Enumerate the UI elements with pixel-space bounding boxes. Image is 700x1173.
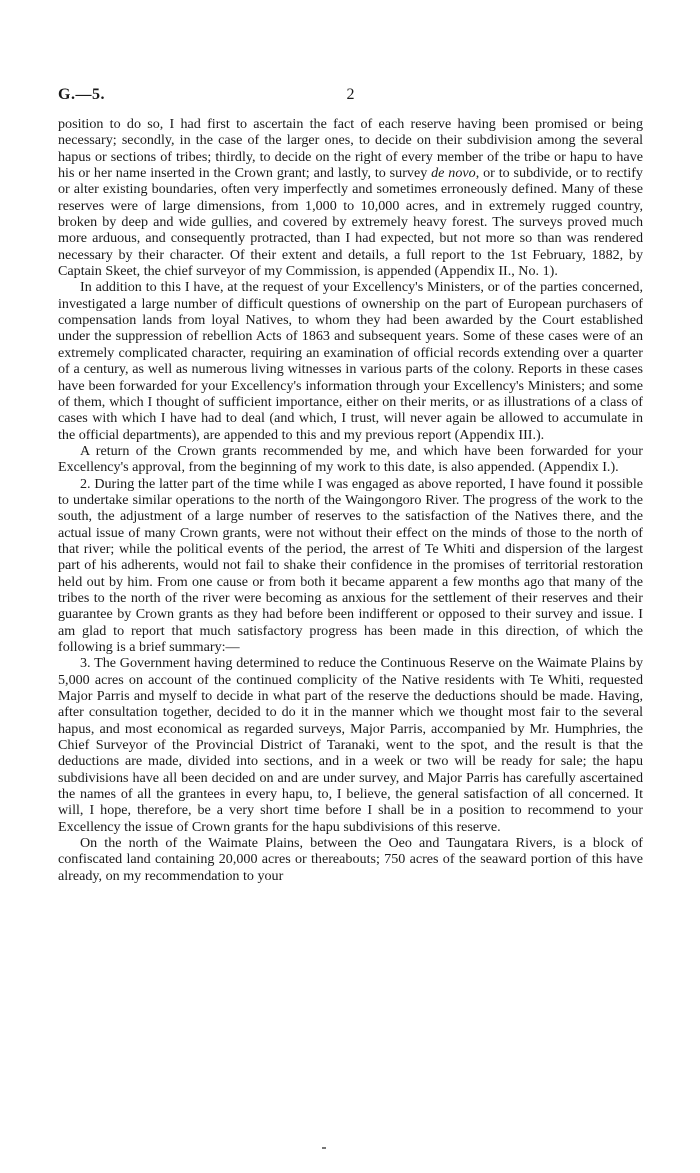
text-segment: A return of the Crown grants recommended by me, and which have been forwarded for your Excellency's approval, from the beginning of my work to this date, is also appended. (Appendix I.). <box>58 442 643 476</box>
paragraph-p6 <box>58 835 643 884</box>
paragraph-p5 <box>58 655 643 835</box>
text-segment: On the north of the Waimate Plains, between the Oeo and Taungatara Rivers, is a block of confiscated land containing 20,000 acres or thereabouts; 750 acres of the seaward portion of this have already, on my recommendation to your <box>58 835 643 884</box>
page-header <box>58 86 643 108</box>
italic-phrase: de novo <box>431 165 476 182</box>
printer-mark <box>322 1147 326 1149</box>
paragraph-p1 <box>58 116 643 279</box>
body-text <box>58 116 643 884</box>
document-reference: G.—5. <box>58 86 105 103</box>
paragraph-p4 <box>58 476 643 656</box>
text-segment: 3. The Government having determined to reduce the Continuous Reserve on the Waimate Plains by 5,000 acres on account of the continued complicity of the Native residents with Te Whiti, requested Major Parris and myself to decide in what part of the reserve the deductions should be made. Having, after consultation together, decided to do it in the manner which we thought most fair to the several hapus, and most economical as regarded surveys, Major Parris, accompanied by Mr. Humphries, the Chief Surveyor of the Provincial District of Taranaki, went to the spot, and the result is that the deductions are made, divided into sections, and in a week or two will be ready for sale; the hapu subdivisions have all been decided on and are under survey, and Major Parris has carefully ascertained the names of all the grantees in every hapu, to, I believe, the general satisfaction of all concerned. It will, I hope, therefore, be a very short time before I shall be in a position to recommend to your Excellency the issue of Crown grants for the hapu subdivisions of this reserve. <box>58 655 643 835</box>
paragraph-p3 <box>58 443 643 476</box>
text-segment: 2. During the latter part of the time while I was engaged as above reported, I have found it possible to undertake similar operations to the north of the Waingongoro River. The progress of the work to the south, the adjustment of a large number of reserves to the satisfaction of the Natives there, and the actual issue of many Crown grants, were not without their effect on the minds of those to the north of that river; while the political events of the period, the arrest of Te Whiti and dispersion of the largest part of his adherents, would not fail to shake their confidence in the promises of territorial restoration held out by him. From one cause or from both it became apparent a few months ago that many of the tribes to the north of the river were becoming as anxious for the settlement of their reserves and their guarantee by Crown grants as they had before been indifferent or opposed to their survey and issue. I am glad to report that much satisfactory progress has been made in this direction, of which the following is a brief summary:— <box>58 475 643 655</box>
text-segment: , or to subdivide, or to rectify or alter existing boundaries, often very imperfectly and sometimes erroneously defined. Many of these reserves were of large dimensions, from 1,000 to 10,000 acres, and in extremely rugged country, broken by deep and wide gullies, and covered by extremely heavy forest. The surveys proved much more arduous, and consequently protracted, than I had expected, but not more so than was rendered necessary by their character. Of their extent and details, a full report to the 1st February, 1882, by Captain Skeet, the chief surveyor of my Commission, is appended (Appendix II., No. 1). <box>58 165 643 280</box>
paragraph-p2 <box>58 279 643 442</box>
page-number: 2 <box>346 86 355 103</box>
text-segment: position to do so, I had first to ascertain the fact of each reserve having been promised or being necessary; secondly, in the case of the larger ones, to decide on their subdivision among the several hapus or sections of tribes; thirdly, to decide on the right of every member of the tribe or hapu to have his or her name inserted in the Crown grant; and lastly, to survey <box>58 116 643 182</box>
text-segment: In addition to this I have, at the request of your Excellency's Ministers, or of the parties concerned, investigated a large number of difficult questions of ownership on the part of European purchasers of compensation lands from loyal Natives, to whom they had been awarded by the Court established under the suppression of rebellion Acts of 1863 and subsequent years. Some of these cases were of an extremely complicated character, requiring an examination of official records extending over a quarter of a century, as well as numerous living witnesses in various parts of the colony. Reports in these cases have been forwarded for your Excellency's information through your Excellency's Ministers; and some of them, which I thought of sufficient importance, either on their merits, or as illustrations of a class of cases with which I have had to deal (and which, I trust, will never again be allowed to accumulate in the official departments), are appended to this and my previous report (Appendix III.). <box>58 279 643 443</box>
